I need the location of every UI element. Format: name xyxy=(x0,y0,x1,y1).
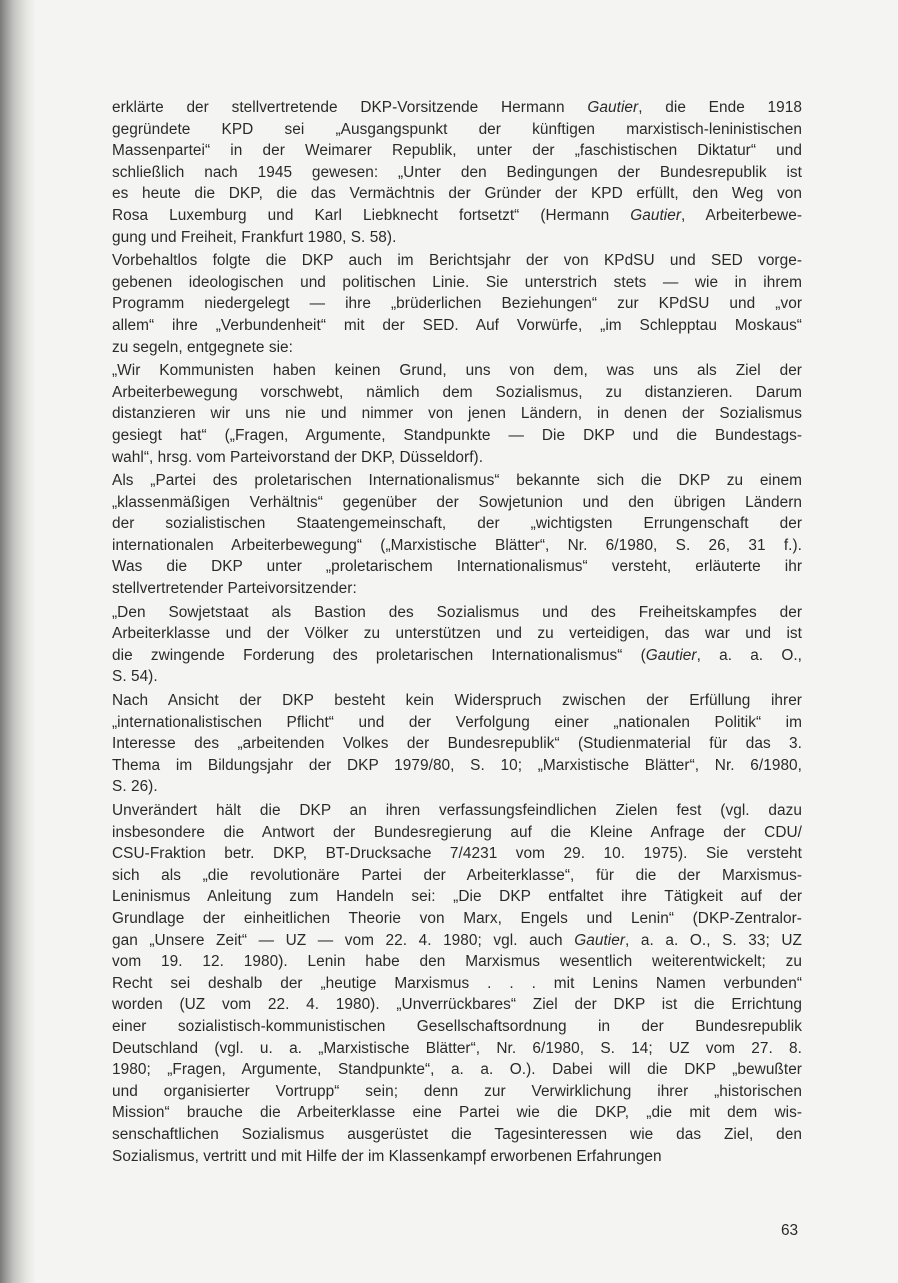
text-line: senschaftlichen Sozialismus ausgerüstet die Tagesinteressen wie das Ziel, den xyxy=(112,1125,802,1143)
text-line: S. 54). xyxy=(112,668,158,686)
paragraph xyxy=(112,690,802,798)
text-line: Programm niedergelegt — ihre „brüderlichen Beziehungen“ zur KPdSU und „vor xyxy=(112,295,802,313)
text-line: gan „Unsere Zeit“ — UZ — vom 22. 4. 1980; vgl. auch Gautier, a. a. O., S. 33; UZ xyxy=(112,931,802,949)
text-line: CSU-Fraktion betr. DKP, BT-Drucksache 7/4231 vom 29. 10. 1975). Sie versteht xyxy=(112,845,802,863)
scan-binding-shadow xyxy=(0,0,36,1283)
text-line: wahl“, hrsg. vom Parteivorstand der DKP, Düsseldorf). xyxy=(112,448,484,466)
author-name: Gautier xyxy=(630,206,682,224)
text-line: einer sozialistisch-kommunistischen Gesellschaftsordnung in der Bundesrepublik xyxy=(112,1017,802,1035)
text-line: Unverändert hält die DKP an ihren verfassungsfeindlichen Zielen fest (vgl. dazu xyxy=(112,802,802,819)
paragraph xyxy=(112,97,802,248)
text-line: und organisierter Vortrupp“ sein; denn zur Verwirklichung ihrer „historischen xyxy=(112,1082,802,1100)
text-line: vom 19. 12. 1980). Lenin habe den Marxismus wesentlich weiterentwickelt; zu xyxy=(112,953,802,971)
text-line: Sozialismus, vertritt und mit Hilfe der im Klassenkampf erworbenen Erfahrungen xyxy=(112,1147,662,1165)
text-line: Recht sei deshalb der „heutige Marxismus . . . mit Lenins Namen verbunden“ xyxy=(112,974,802,992)
text-line: schließlich nach 1945 gewesen: „Unter den Bedingungen der Bundesrepublik ist xyxy=(112,163,802,181)
paragraph xyxy=(112,602,802,688)
text-line: worden (UZ vom 22. 4. 1980). „Unverrückbares“ Ziel der DKP ist die Errichtung xyxy=(112,996,802,1014)
text-line: Deutschland (vgl. u. a. „Marxistische Blätter“, Nr. 6/1980, S. 14; UZ vom 27. 8. xyxy=(112,1039,802,1057)
text-line: Leninismus Anleitung zum Handeln sei: „Die DKP entfaltet ihre Tätigkeit auf der xyxy=(112,888,802,906)
author-name: Gautier xyxy=(587,99,639,116)
text-line: insbesondere die Antwort der Bundesregierung auf die Kleine Anfrage der CDU/ xyxy=(112,823,802,841)
text-line: Thema im Bildungsjahr der DKP 1979/80, S. 10; „Marxistische Blätter“, Nr. 6/1980, xyxy=(112,756,802,774)
text-line: Mission“ brauche die Arbeiterklasse eine Partei wie die DKP, „die mit dem wis- xyxy=(112,1104,802,1122)
text-line: es heute die DKP, die das Vermächtnis der Gründer der KPD erfüllt, den Weg von xyxy=(112,185,802,203)
paragraph xyxy=(112,470,802,600)
text-line: internationalen Arbeiterbewegung“ („Marxistische Blätter“, Nr. 6/1980, S. 26, 31 f.). xyxy=(112,536,802,554)
text-line: gung und Freiheit, Frankfurt 1980, S. 58). xyxy=(112,228,397,246)
text-line: Was die DKP unter „proletarischem Internationalismus“ versteht, erläuterte ihr xyxy=(112,558,802,576)
body-text xyxy=(112,97,802,1169)
text-line: gesiegt hat“ („Fragen, Argumente, Standpunkte — Die DKP und die Bundestags- xyxy=(112,426,802,444)
text-line: sich als „die revolutionäre Partei der Arbeiterklasse“, für die der Marxismus- xyxy=(112,866,802,884)
text-line: „internationalistischen Pflicht“ und der Verfolgung einer „nationalen Politik“ im xyxy=(112,713,802,731)
text-line: „klassenmäßigen Verhältnis“ gegenüber der Sowjetunion und den übrigen Ländern xyxy=(112,493,802,511)
text-line: der sozialistischen Staatengemeinschaft, der „wichtigsten Errungenschaft der xyxy=(112,515,802,533)
text-line: Nach Ansicht der DKP besteht kein Widerspruch zwischen der Erfüllung ihrer xyxy=(112,692,802,710)
text-line: S. 26). xyxy=(112,778,158,796)
text-line: zu segeln, entgegnete sie: xyxy=(112,338,293,356)
paragraph xyxy=(112,360,802,468)
text-line: Interesse des „arbeitenden Volkes der Bundesrepublik“ (Studienmaterial für das 3. xyxy=(112,735,802,753)
text-line: Als „Partei des proletarischen Internationalismus“ bekannte sich die DKP zu einem xyxy=(112,472,802,490)
text-line: Arbeiterbewegung vorschwebt, nämlich dem Sozialismus, zu distanzieren. Darum xyxy=(112,383,802,401)
text-line: Massenpartei“ in der Weimarer Republik, unter der „faschistischen Diktatur“ und xyxy=(112,142,802,160)
page-number: 63 xyxy=(781,1222,799,1239)
paragraph xyxy=(112,250,802,358)
text-line: Grundlage der einheitlichen Theorie von Marx, Engels und Lenin“ (DKP-Zentralor- xyxy=(112,909,802,927)
text-line: allem“ ihre „Verbundenheit“ mit der SED. Auf Vorwürfe, „im Schlepptau Moskaus“ xyxy=(112,316,802,334)
text-line: Rosa Luxemburg und Karl Liebknecht fortsetzt“ (Hermann Gautier, Arbeiterbewe- xyxy=(112,206,802,224)
text-line: Arbeiterklasse und der Völker zu unterstützen und zu verteidigen, das war und ist xyxy=(112,625,802,643)
text-line: „Wir Kommunisten haben keinen Grund, uns von dem, was uns als Ziel der xyxy=(112,362,802,380)
author-name: Gautier xyxy=(645,646,697,664)
text-line: gebenen ideologischen und politischen Linie. Sie unterstrich stets — wie in ihrem xyxy=(112,273,802,291)
text-line: Vorbehaltlos folgte die DKP auch im Berichtsjahr der von KPdSU und SED vorge- xyxy=(112,252,802,270)
text-line: stellvertretender Parteivorsitzender: xyxy=(112,580,357,598)
author-name: Gautier xyxy=(574,931,626,949)
paragraph xyxy=(112,800,802,1167)
text-line: distanzieren wir uns nie und nimmer von jenen Ländern, in denen der Sozialismus xyxy=(112,405,802,423)
text-line: die zwingende Forderung des proletarischen Internationalismus“ (Gautier, a. a. O., xyxy=(112,646,802,664)
text-line: 1980; „Fragen, Argumente, Standpunkte“, a. a. O.). Dabei will die DKP „bewußter xyxy=(112,1061,802,1079)
text-line: gegründete KPD sei „Ausgangspunkt der künftigen marxistisch-leninistischen xyxy=(112,120,802,138)
text-line: erklärte der stellvertretende DKP-Vorsitzende Hermann Gautier, die Ende 1918 xyxy=(112,99,802,116)
text-line: „Den Sowjetstaat als Bastion des Sozialismus und des Freiheitskampfes der xyxy=(112,603,802,621)
